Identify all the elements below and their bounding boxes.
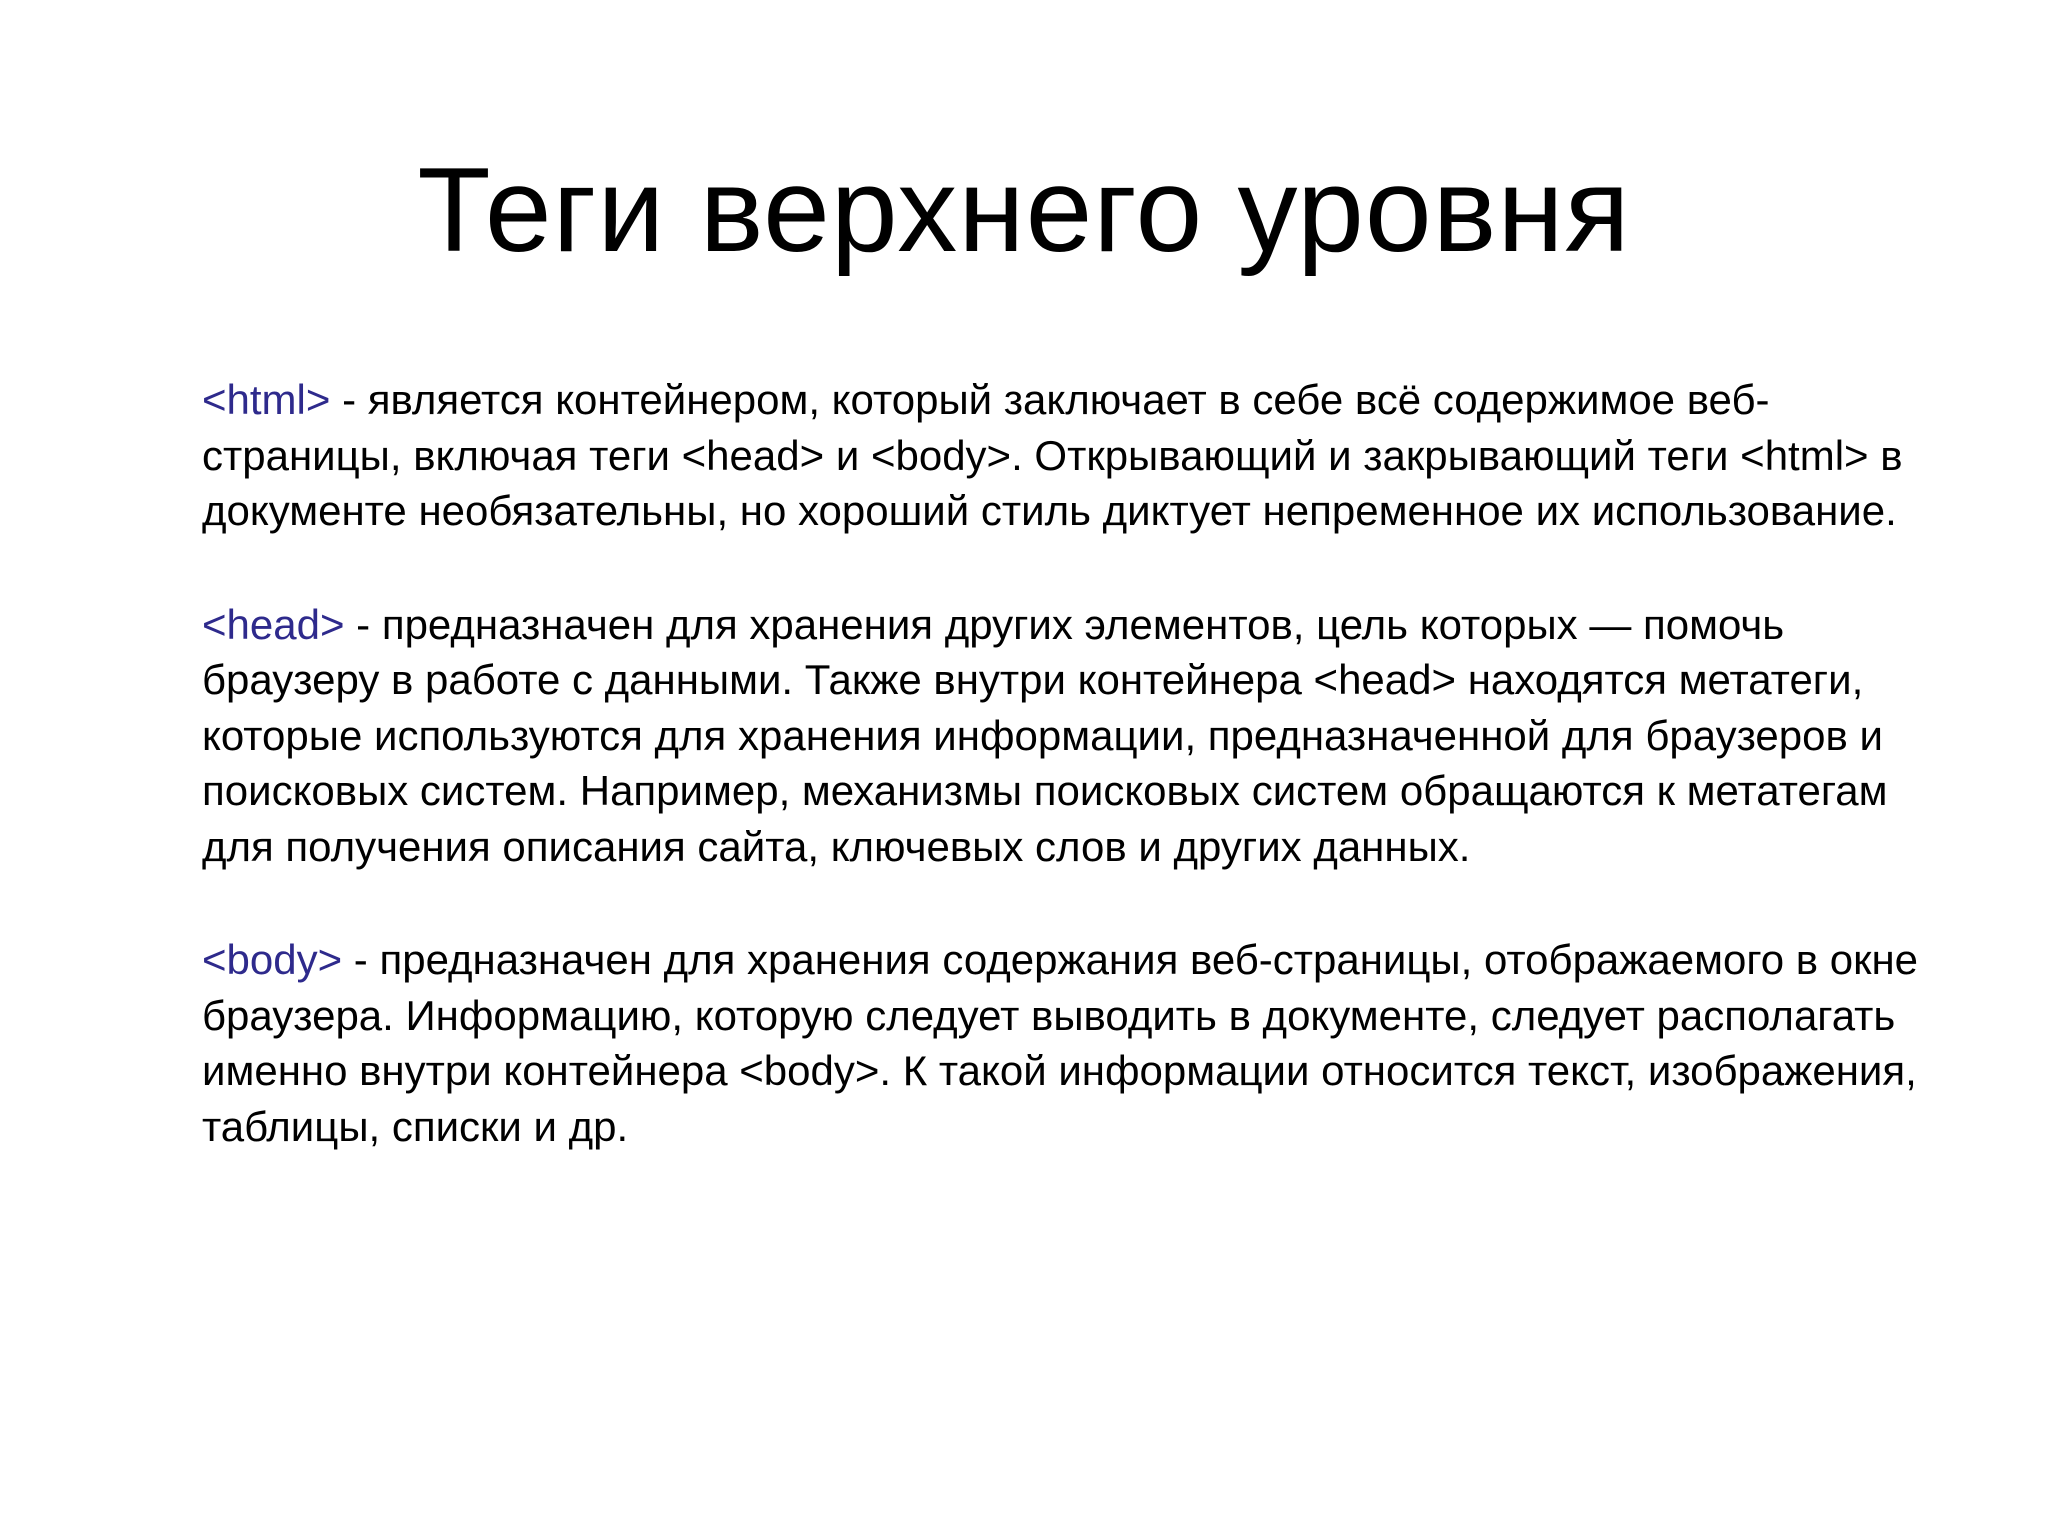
slide-body: [202, 372, 1942, 1212]
paragraph-body: [202, 932, 1942, 1154]
tag-body-label: <body>: [202, 936, 343, 983]
tag-html-label: <html>: [202, 376, 331, 423]
paragraph-head-text: - предназначен для хранения других элементов, цель которых — помочь браузеру в работе с данными. Также внутри контейнера <head> находятся метатеги, которые используются для хранения информации, предназначенной для браузеров и поисковых систем. Например, механизмы поисковых систем обращаются к метатегам для получения описания сайта, ключевых слов и других данных.: [202, 600, 1888, 870]
paragraph-head: [202, 597, 1942, 875]
paragraph-html: [202, 372, 1942, 539]
paragraph-html-text: - является контейнером, который заключает в себе всё содержимое веб-страницы, включая теги <head> и <body>. Открывающий и закрывающий теги <html> в документе необязательны, но хороший стиль диктует непременное их использование.: [202, 376, 1903, 534]
paragraph-body-text: - предназначен для хранения содержания веб-страницы, отображаемого в окне браузера. Информацию, которую следует выводить в документе, следует располагать именно внутри контейнера <body>. К такой информации относится текст, изображения, таблицы, списки и др.: [202, 936, 1919, 1150]
slide-title: Теги верхнего уровня: [417, 143, 1631, 277]
tag-head-label: <head>: [202, 600, 345, 648]
